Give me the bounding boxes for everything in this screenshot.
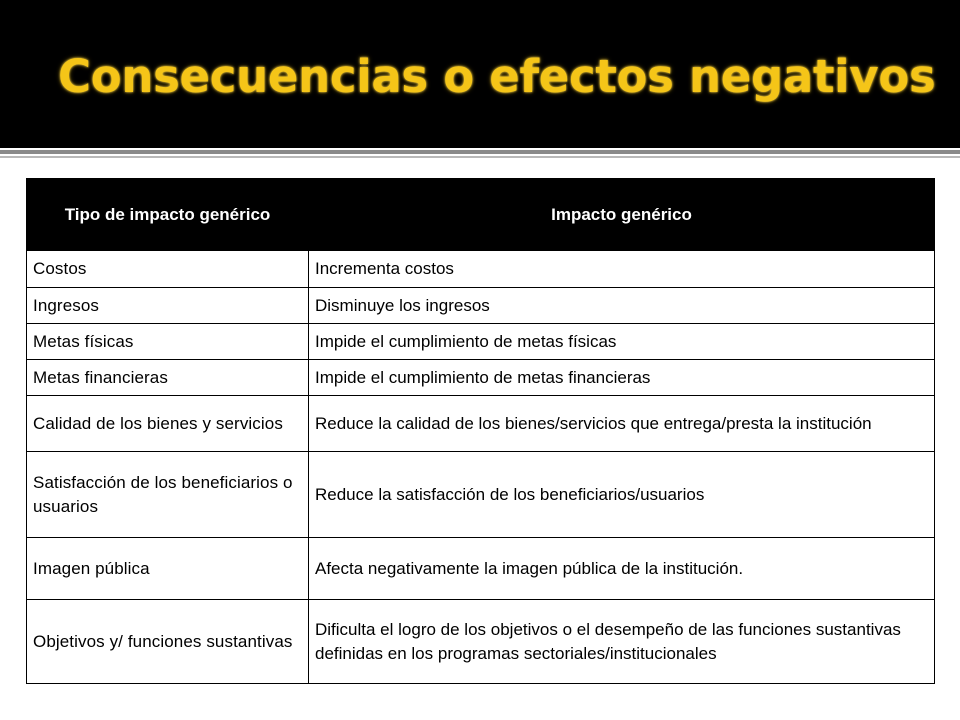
table-row <box>27 324 935 360</box>
title-bar <box>0 0 960 148</box>
impact-type-cell: Objetivos y/ funciones sustantivas <box>27 600 309 684</box>
impact-cell: Disminuye los ingresos <box>309 288 935 324</box>
impact-type-cell: Satisfacción de los beneficiarios o usuarios <box>27 452 309 538</box>
table-header-row <box>27 179 935 251</box>
impact-type-cell: Imagen pública <box>27 538 309 600</box>
impact-cell: Reduce la calidad de los bienes/servicios que entrega/presta la institución <box>309 396 935 452</box>
impact-type-cell: Costos <box>27 251 309 288</box>
impact-table <box>26 178 935 684</box>
impact-cell: Afecta negativamente la imagen pública de la institución. <box>309 538 935 600</box>
table-row <box>27 251 935 288</box>
impact-type-cell: Metas financieras <box>27 360 309 396</box>
divider-thick <box>0 150 960 154</box>
table-row <box>27 600 935 684</box>
table-row <box>27 396 935 452</box>
impact-cell: Incrementa costos <box>309 251 935 288</box>
impact-type-cell: Ingresos <box>27 288 309 324</box>
table-row <box>27 360 935 396</box>
table-row <box>27 452 935 538</box>
impact-cell: Impide el cumplimiento de metas físicas <box>309 324 935 360</box>
table-row <box>27 538 935 600</box>
divider-thin <box>0 156 960 158</box>
column-header-impact-type: Tipo de impacto genérico <box>27 179 309 251</box>
column-header-impact: Impacto genérico <box>309 179 935 251</box>
slide-title: Consecuencias o efectos negativos <box>58 50 936 103</box>
table-row <box>27 288 935 324</box>
impact-cell: Impide el cumplimiento de metas financieras <box>309 360 935 396</box>
impact-type-cell: Calidad de los bienes y servicios <box>27 396 309 452</box>
impact-cell: Reduce la satisfacción de los beneficiarios/usuarios <box>309 452 935 538</box>
impact-cell: Dificulta el logro de los objetivos o el desempeño de las funciones sustantivas definidas en los programas sectoriales/institucionales <box>309 600 935 684</box>
impact-type-cell: Metas físicas <box>27 324 309 360</box>
